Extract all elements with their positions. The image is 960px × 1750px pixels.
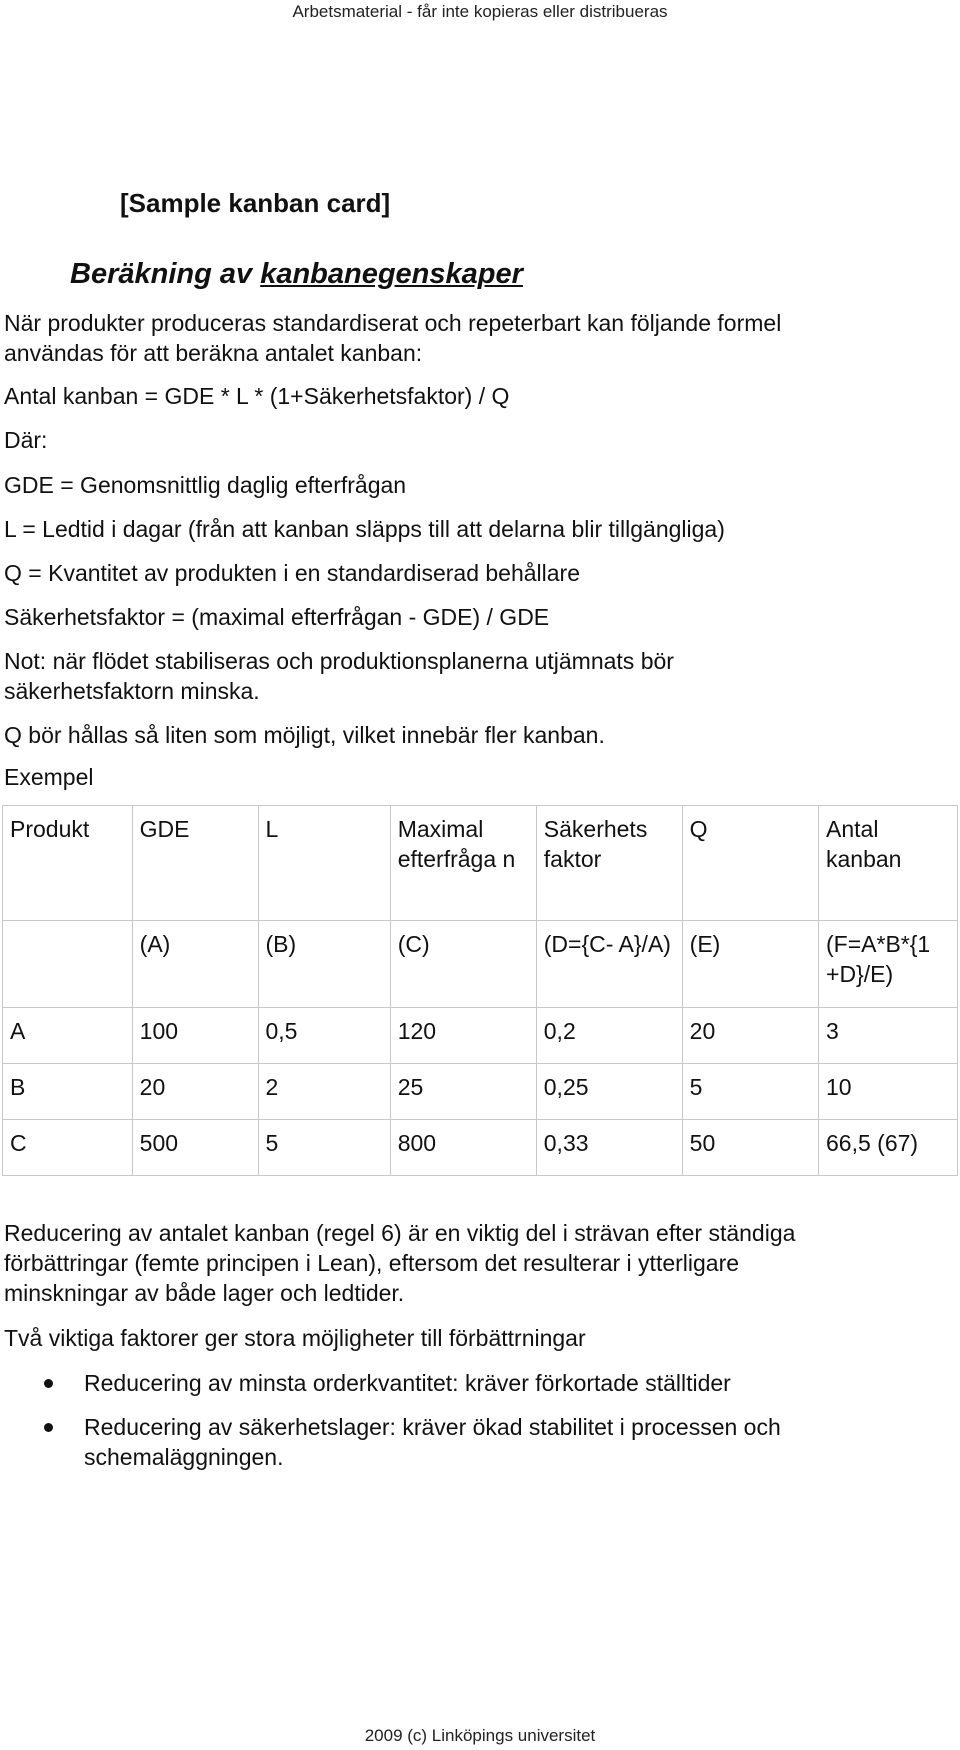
heading-prefix: Beräkning av <box>70 258 261 290</box>
code-cell: (A) <box>132 921 258 1008</box>
header-cell: Produkt <box>3 806 133 921</box>
header-cell: Antal kanban <box>819 806 958 921</box>
table-cell: 3 <box>819 1008 958 1064</box>
factor-list <box>0 1368 781 1486</box>
card-label: [Sample kanban card] <box>120 188 391 218</box>
bullet-text-line-1: Reducering av säkerhetslager: kräver ökad stabilitet i processen och <box>84 1414 781 1440</box>
example-label: Exempel <box>4 764 94 790</box>
code-cell: (F=A*B*{1 +D}/E) <box>819 921 958 1008</box>
factors-intro: Två viktiga faktorer ger stora möjligheter till förbättrningar <box>4 1325 586 1351</box>
table-cell: 50 <box>682 1120 818 1176</box>
table-cell: 20 <box>132 1064 258 1120</box>
table-cell: 20 <box>682 1008 818 1064</box>
note-line-2: säkerhetsfaktorn minska. <box>4 678 260 704</box>
section-heading <box>70 258 523 291</box>
table-cell: 10 <box>819 1064 958 1120</box>
header-cell: Maximal efterfråga n <box>390 806 536 921</box>
definition-safety-factor: Säkerhetsfaktor = (maximal efterfrågan - GDE) / GDE <box>4 604 550 630</box>
formula: Antal kanban = GDE * L * (1+Säkerhetsfaktor) / Q <box>4 383 510 409</box>
code-cell: (C) <box>390 921 536 1008</box>
table-header-row <box>3 806 958 921</box>
list-item <box>0 1368 781 1398</box>
table-cell: 0,2 <box>536 1008 682 1064</box>
page-footer: 2009 (c) Linköpings universitet <box>364 1726 596 1745</box>
code-cell <box>3 921 133 1008</box>
table-cell: 500 <box>132 1120 258 1176</box>
bullet-icon <box>44 1379 53 1388</box>
example-table <box>2 805 958 1176</box>
table-cell: 120 <box>390 1008 536 1064</box>
note-line-1: Not: när flödet stabiliseras och produktionsplanerna utjämnats bör <box>4 648 674 674</box>
intro-line-1: När produkter produceras standardiserat och repeterbart kan följande formel <box>4 310 782 336</box>
table-cell: B <box>3 1064 133 1120</box>
table-row <box>3 1008 958 1064</box>
q-note: Q bör hållas så liten som möjligt, vilket innebär fler kanban. <box>4 722 605 748</box>
header-cell: GDE <box>132 806 258 921</box>
table-code-row <box>3 921 958 1008</box>
table-cell: C <box>3 1120 133 1176</box>
table-cell: 2 <box>258 1064 390 1120</box>
code-cell: (B) <box>258 921 390 1008</box>
definition-q: Q = Kvantitet av produkten i en standardiserad behållare <box>4 560 580 586</box>
table-cell: 800 <box>390 1120 536 1176</box>
intro-line-2: användas för att beräkna antalet kanban: <box>4 340 423 366</box>
definition-gde: GDE = Genomsnittlig daglig efterfrågan <box>4 472 407 498</box>
table-row <box>3 1120 958 1176</box>
where-label: Där: <box>4 427 48 453</box>
definition-l: L = Ledtid i dagar (från att kanban släpps till att delarna blir tillgängliga) <box>4 516 725 542</box>
code-cell: (E) <box>682 921 818 1008</box>
bullet-text: Reducering av minsta orderkvantitet: kräver förkortade ställtider <box>84 1370 731 1396</box>
bullet-text-line-2: schemaläggningen. <box>84 1444 284 1470</box>
header-cell: L <box>258 806 390 921</box>
list-item <box>0 1412 781 1472</box>
table-cell: 0,5 <box>258 1008 390 1064</box>
reduction-line-1: Reducering av antalet kanban (regel 6) är en viktig del i strävan efter ständiga <box>4 1220 796 1246</box>
heading-underlined: kanbanegenskaper <box>260 258 523 290</box>
reduction-line-3: minskningar av både lager och ledtider. <box>4 1280 405 1306</box>
table-cell: 100 <box>132 1008 258 1064</box>
table-cell: 5 <box>682 1064 818 1120</box>
table-cell: 66,5 (67) <box>819 1120 958 1176</box>
page-header: Arbetsmaterial - får inte kopieras eller distribueras <box>292 2 668 21</box>
header-cell: Q <box>682 806 818 921</box>
table-cell: 0,33 <box>536 1120 682 1176</box>
table-row <box>3 1064 958 1120</box>
bullet-icon <box>44 1423 53 1432</box>
header-cell: Säkerhets faktor <box>536 806 682 921</box>
table-cell: A <box>3 1008 133 1064</box>
table-cell: 0,25 <box>536 1064 682 1120</box>
reduction-line-2: förbättringar (femte principen i Lean), eftersom det resulterar i ytterligare <box>4 1250 740 1276</box>
code-cell: (D={C- A}/A) <box>536 921 682 1008</box>
table-cell: 5 <box>258 1120 390 1176</box>
table-cell: 25 <box>390 1064 536 1120</box>
